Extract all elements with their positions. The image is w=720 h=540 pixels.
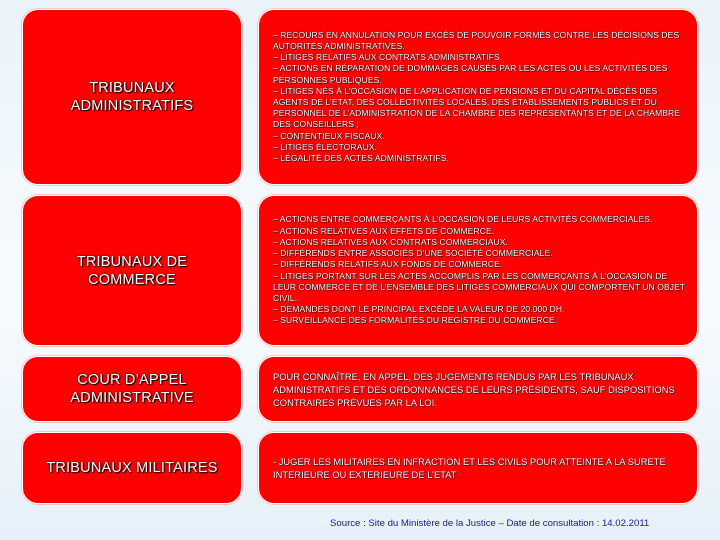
jurisdiction-item: – ACTIONS RELATIVES AUX EFFETS DE COMMERCE. (273, 225, 495, 236)
jurisdiction-item: – CONTENTIEUX FISCAUX. (273, 130, 385, 141)
court-title-cell (22, 432, 242, 504)
source-caption: Source : Site du Ministère de la Justice – Date de consultation : 14.02.2011 (330, 518, 650, 529)
jurisdiction-item: – DIFFÉRENDS RELATIFS AUX FONDS DE COMMERCE. (273, 259, 503, 270)
jurisdiction-text: POUR CONNAÎTRE, EN APPEL, DES JUGEMENTS RENDUS PAR LES TRIBUNAUX ADMINISTRATIFS ET DES ORDONNANCES DE LEURS PRÉSIDENTS, SAUF DISPOSITIONS CONTRAIRES PRÉVUES PAR LA LOI. (273, 370, 675, 408)
jurisdiction-list (273, 30, 689, 164)
court-title: COUR D’APPEL ADMINISTRATIVE (70, 372, 194, 406)
jurisdiction-item: – DEMANDES DONT LE PRINCIPAL EXCÈDE LA VALEUR DE 20.000 DH. (273, 304, 565, 315)
court-title-cell (22, 356, 242, 422)
jurisdiction-item: – LITIGES NÉS À L’OCCASION DE L’APPLICATION DE PENSIONS ET DU CAPITAL DÉCÈS DES AGENTS DE L’ETAT, DES COLLECTIVITÉS LOCALES, DES ÉTABLISSEMENTS PUBLICS ET DU PERSONNEL DE L’ADMINISTRATION DE LA CHAMBRE DES REPRÉSENTANTS ET DE LA CHAMBRE DES CONSEILLERS ; (273, 85, 681, 130)
court-title: TRIBUNAUX ADMINISTRATIFS (70, 80, 194, 114)
court-title-cell (22, 9, 242, 185)
jurisdiction-cell (258, 195, 698, 346)
jurisdiction-list (273, 214, 689, 326)
row-tribunaux-militaires (22, 432, 698, 504)
jurisdiction-cell (258, 356, 698, 422)
jurisdiction-cell (258, 9, 698, 185)
jurisdiction-item: – ACTIONS ENTRE COMMERÇANTS À L’OCCASION DE LEURS ACTIVITÉS COMMERCIALES. (273, 214, 653, 225)
jurisdiction-item: – LÉGALITÉ DES ACTES ADMINISTRATIFS. (273, 153, 449, 164)
jurisdiction-item: – LITIGES PORTANT SUR LES ACTES ACCOMPLIS PAR LES COMMERÇANTS À L’OCCASION DE LEUR COMMERCE ET DE L’ENSEMBLE DES LITIGES COMMERCIAUX QUI COMPORTENT UN OBJET CIVIL. (273, 270, 686, 303)
row-cour-appel-administrative (22, 356, 698, 422)
jurisdiction-item: – ACTIONS EN RÉPARATION DE DOMMAGES CAUSÉS PAR LES ACTES OU LES ACTIVITÉS DES PERSONNES PUBLIQUES. (273, 63, 668, 85)
jurisdiction-item: – DIFFÉRENDS ENTRE ASSOCIÉS D’UNE SOCIÉTÉ COMMERCIALE. (273, 248, 553, 259)
row-tribunaux-administratifs (22, 9, 698, 185)
jurisdiction-item: – LITIGES ÉLECTORAUX. (273, 141, 378, 152)
jurisdiction-cell (258, 432, 698, 504)
court-title: TRIBUNAUX DE COMMERCE (76, 253, 188, 288)
jurisdiction-item: – LITIGES RELATIFS AUX CONTRATS ADMINISTRATIFS. (273, 52, 503, 63)
jurisdiction-text: - JUGER LES MILITAIRES EN INFRACTION ET LES CIVILS POUR ATTEINTE A LA SURETE INTERIEURE OU EXTERIEURE DE L’ETAT (273, 456, 666, 480)
jurisdiction-item: – RECOURS EN ANNULATION POUR EXCÈS DE POUVOIR FORMÉS CONTRE LES DÉCISIONS DES AUTORITÉS ADMINISTRATIVES. (273, 29, 680, 51)
jurisdiction-item: – ACTIONS RELATIVES AUX CONTRATS COMMERCIAUX. (273, 236, 508, 247)
jurisdiction-item: – SURVEILLANCE DES FORMALITÉS DU REGISTRE DU COMMERCE. (273, 315, 558, 326)
row-tribunaux-de-commerce (22, 195, 698, 346)
court-title: TRIBUNAUX MILITAIRES (46, 460, 218, 476)
court-title-cell (22, 195, 242, 346)
